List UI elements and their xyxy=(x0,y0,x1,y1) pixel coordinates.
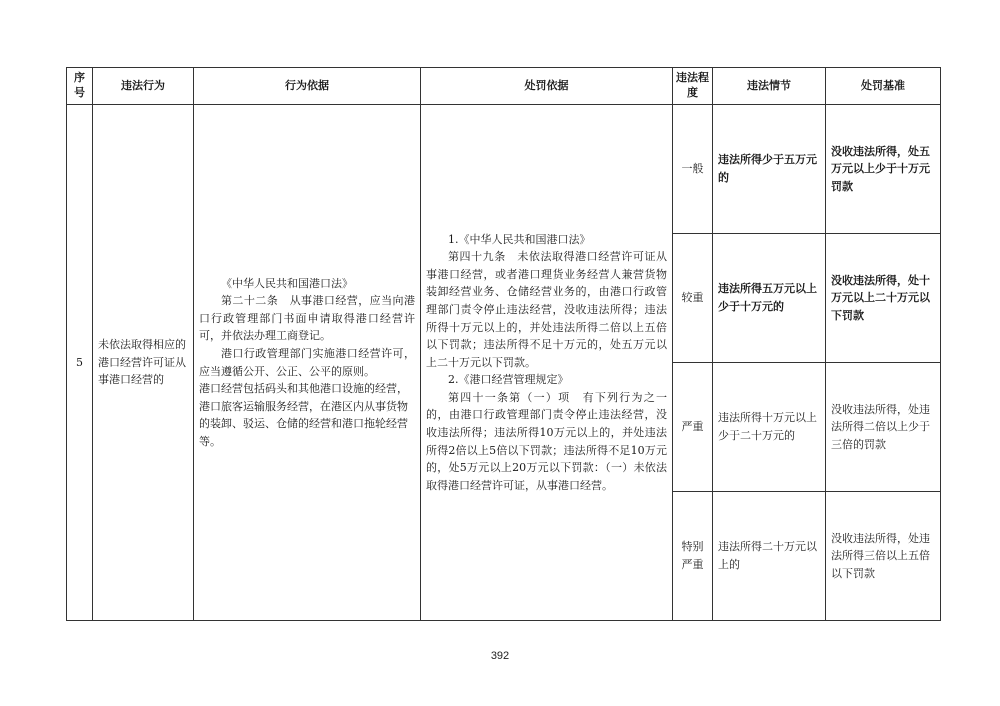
penalty-basis-article-1: 第四十九条 未依法取得港口经营许可证从事港口经营，或者港口理货业务经营人兼营货物装卸经营业务、仓储经营业务的，由港口行政管理部门责令停止违法经营，没收违法所得；违法所得十万元以上的，并处违法所得二倍以上五倍以下罚款；违法所得不足十万元的，处五万元以上二十万元以下罚款。 xyxy=(426,250,667,369)
header-behavior-basis: 行为依据 xyxy=(194,68,421,105)
table-header-row xyxy=(67,68,941,105)
cell-penalty-basis xyxy=(421,105,673,621)
cell-behavior: 未依法取得相应的港口经营许可证从事港口经营的 xyxy=(93,105,194,621)
degree-level-3: 严重 xyxy=(673,363,713,492)
standard-level-2: 没收违法所得，处十万元以上二十万元以下罚款 xyxy=(826,234,941,363)
standard-level-4: 没收违法所得，处违法所得三倍以上五倍以下罚款 xyxy=(826,492,941,621)
table-row xyxy=(67,105,941,234)
penalty-standard-table xyxy=(66,67,941,621)
circumstance-level-2: 违法所得五万元以上少于十万元的 xyxy=(713,234,826,363)
behavior-basis-article-1: 第二十二条 从事港口经营，应当向港口行政管理部门书面申请取得港口经营许可，并依法办理工商登记。 xyxy=(199,294,415,343)
standard-level-1: 没收违法所得，处五万元以上少于十万元罚款 xyxy=(826,105,941,234)
header-circumstance: 违法情节 xyxy=(713,68,826,105)
header-penalty-basis: 处罚依据 xyxy=(421,68,673,105)
behavior-basis-law-title: 《中华人民共和国港口法》 xyxy=(221,276,353,290)
header-behavior: 违法行为 xyxy=(93,68,194,105)
circumstance-level-4: 违法所得二十万元以上的 xyxy=(713,492,826,621)
header-degree: 违法程度 xyxy=(673,68,713,105)
circumstance-level-1: 违法所得少于五万元的 xyxy=(713,105,826,234)
behavior-basis-article-3: 港口经营包括码头和其他港口设施的经营，港口旅客运输服务经营，在港区内从事货物的装卸、驳运、仓储的经营和港口拖轮经营等。 xyxy=(199,382,408,448)
degree-level-1: 一般 xyxy=(673,105,713,234)
page-number: 392 xyxy=(490,650,510,662)
header-seq: 序号 xyxy=(67,68,93,105)
degree-level-4: 特别严重 xyxy=(673,492,713,621)
cell-seq: 5 xyxy=(67,105,93,621)
degree-level-2: 较重 xyxy=(673,234,713,363)
penalty-basis-law-title-2: 2.《港口经营管理规定》 xyxy=(448,373,569,387)
header-standard: 处罚基准 xyxy=(826,68,941,105)
standard-level-3: 没收违法所得，处违法所得二倍以上少于三倍的罚款 xyxy=(826,363,941,492)
circumstance-level-3: 违法所得十万元以上少于二十万元的 xyxy=(713,363,826,492)
cell-behavior-basis xyxy=(194,105,421,621)
behavior-basis-article-2: 港口行政管理部门实施港口经营许可，应当遵循公开、公正、公平的原则。 xyxy=(199,346,415,378)
penalty-basis-law-title-1: 1.《中华人民共和国港口法》 xyxy=(448,232,591,246)
penalty-basis-article-2: 第四十一条第（一）项 有下列行为之一的，由港口行政管理部门责令停止违法经营，没收违法所得；违法所得10万元以上的，并处违法所得2倍以上5倍以下罚款；违法所得不足10万元的，处5万元以上20万元以下罚款：（一）未依法取得港口经营许可证，从事港口经营。 xyxy=(426,390,667,492)
